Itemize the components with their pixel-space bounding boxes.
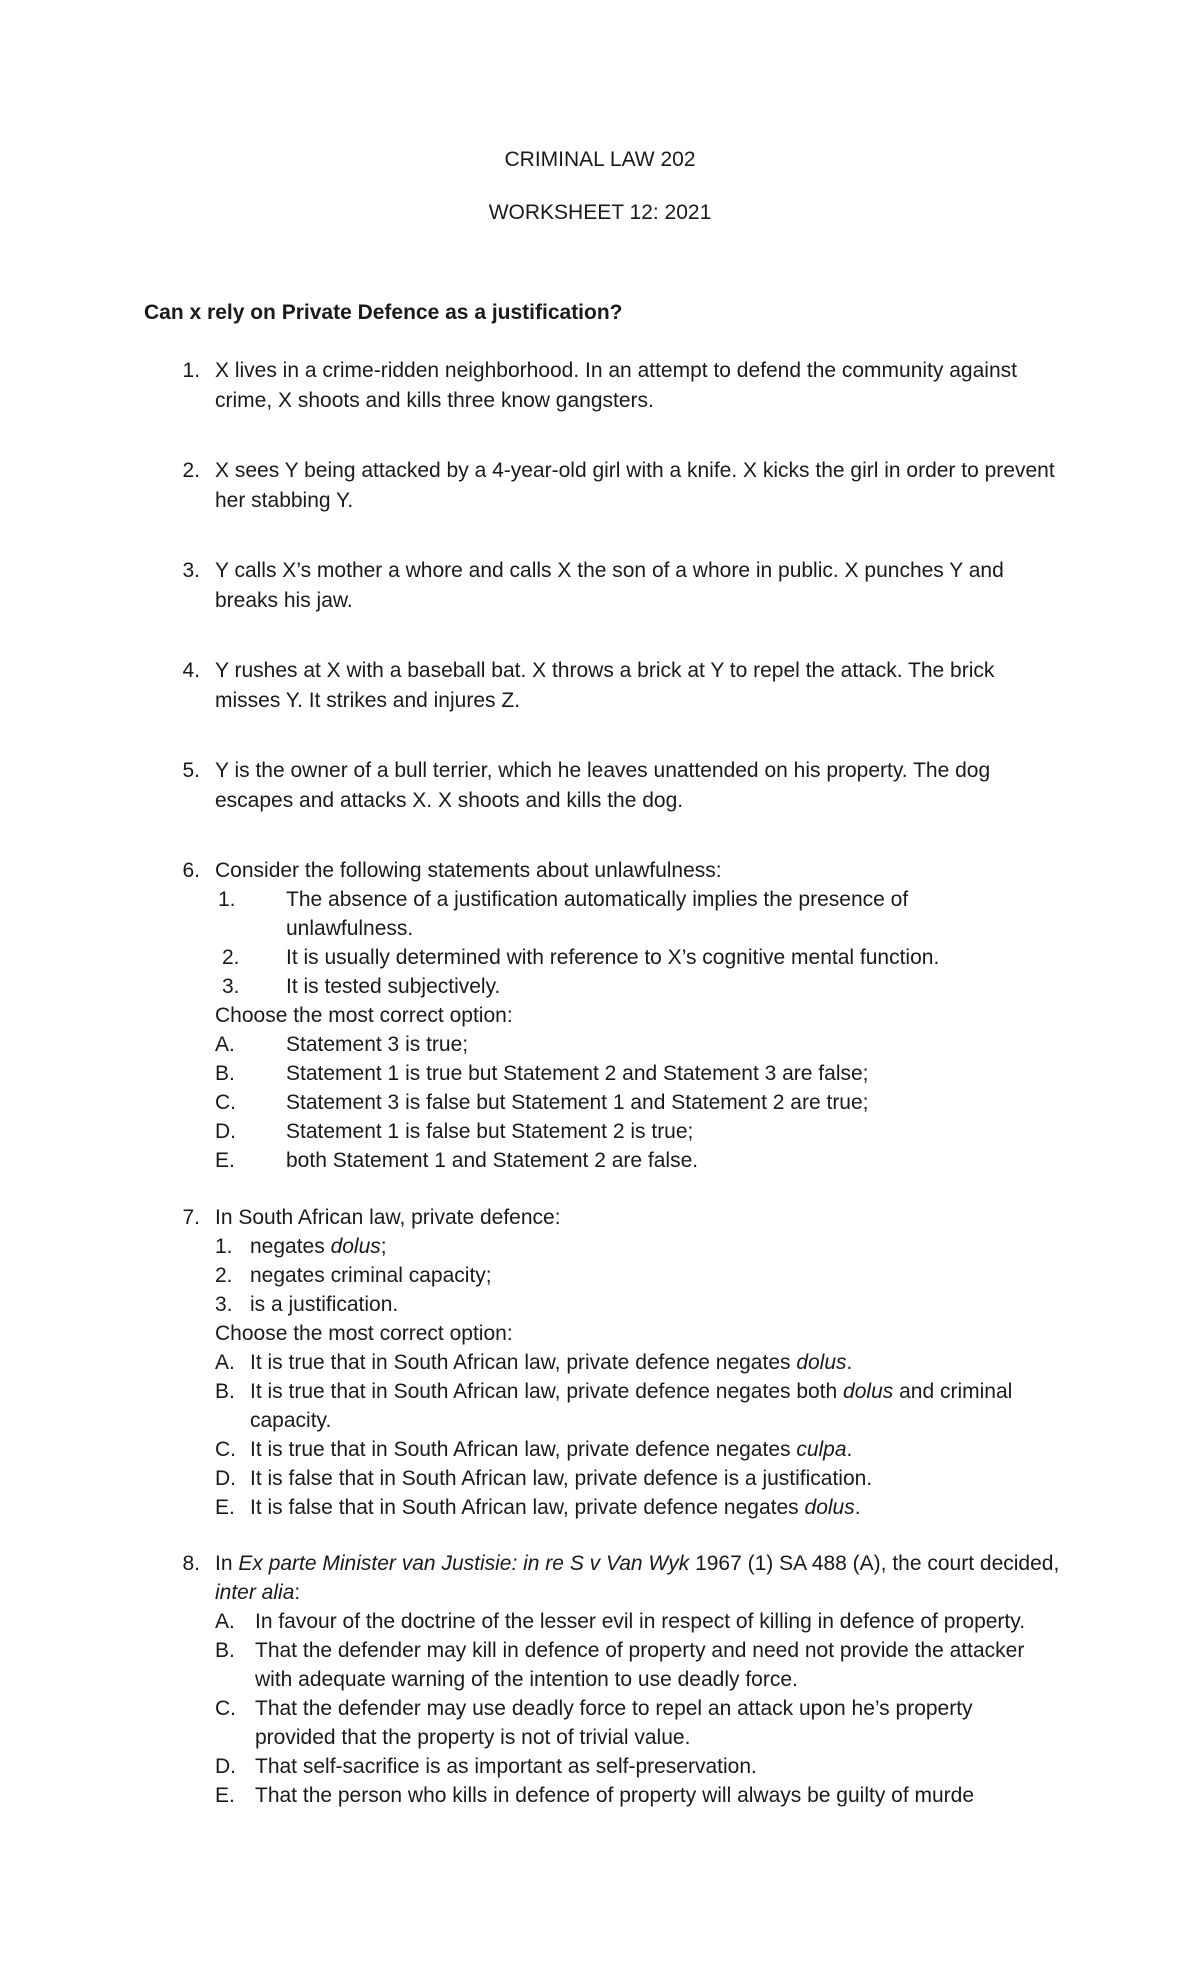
option-text: It is true that in South African law, private defence negates both dolus and criminal (250, 1380, 1013, 1403)
question-stem: In Ex parte Minister van Justisie: in re S v Van Wyk 1967 (1) SA 488 (A), the court decided, (215, 1552, 1060, 1575)
scenario-text: Y calls X’s mother a whore and calls X the son of a whore in public. X punches Y and breaks his jaw. (215, 559, 1004, 612)
option-text: Statement 1 is true but Statement 2 and Statement 3 are false; (286, 1062, 869, 1085)
worksheet-number-title: WORKSHEET 12: 2021 (488, 201, 712, 224)
option-label: D. (215, 1755, 236, 1778)
scenario-number: 3. (182, 559, 200, 582)
scenario-text: X sees Y being attacked by a 4-year-old girl with a knife. X kicks the girl in order to prevent her stabbing Y. (215, 459, 1055, 512)
option-label: C. (215, 1091, 236, 1114)
statement-text-continued: unlawfulness. (286, 917, 414, 940)
scenario-text: Y is the owner of a bull terrier, which he leaves unattended on his property. The dog escapes and attacks X. X shoots and kills the dog. (215, 759, 991, 812)
statement-text: negates dolus; (250, 1235, 387, 1258)
option-text-continued: provided that the property is not of trivial value. (255, 1726, 691, 1749)
scenario-text: X lives in a crime-ridden neighborhood. In an attempt to defend the community against crime, X shoots and kills three know gangsters. (215, 359, 1017, 412)
statement-label: 2. (222, 946, 240, 969)
option-label: A. (215, 1033, 235, 1056)
option-text: That the person who kills in defence of property will always be guilty of murde (255, 1784, 975, 1807)
option-label: E. (215, 1496, 235, 1519)
option-text: It is false that in South African law, private defence is a justification. (250, 1467, 873, 1490)
option-label: B. (215, 1062, 235, 1085)
option-text-continued: capacity. (250, 1409, 332, 1432)
option-prompt: Choose the most correct option: (215, 1004, 513, 1027)
statement-label: 1. (215, 1235, 233, 1258)
option-text: Statement 1 is false but Statement 2 is true; (286, 1120, 694, 1143)
option-label: C. (215, 1697, 236, 1720)
option-text-continued: with adequate warning of the intention to use deadly force. (255, 1668, 798, 1691)
option-text: both Statement 1 and Statement 2 are false. (286, 1149, 699, 1172)
question-stem-continued: inter alia: (215, 1581, 301, 1604)
option-label: A. (215, 1610, 235, 1633)
option-text: That self-sacrifice is as important as self-preservation. (255, 1755, 757, 1778)
option-label: C. (215, 1438, 236, 1461)
option-text: Statement 3 is false but Statement 1 and Statement 2 are true; (286, 1091, 869, 1114)
question-number: 6. (182, 859, 200, 882)
scenario-number: 2. (182, 459, 200, 482)
option-text: Statement 3 is true; (286, 1033, 469, 1056)
option-text: It is false that in South African law, private defence negates dolus. (250, 1496, 861, 1519)
question-number: 7. (182, 1206, 200, 1229)
scenario-number: 1. (182, 359, 200, 382)
statement-text: negates criminal capacity; (250, 1264, 492, 1287)
statement-label: 2. (215, 1264, 233, 1287)
option-prompt: Choose the most correct option: (215, 1322, 513, 1345)
option-text: It is true that in South African law, private defence negates dolus. (250, 1351, 853, 1374)
option-label: E. (215, 1784, 235, 1807)
statement-text: The absence of a justification automatically implies the presence of (286, 888, 909, 911)
statement-text: It is tested subjectively. (286, 975, 501, 998)
option-label: B. (215, 1380, 235, 1403)
statement-label: 1. (218, 888, 236, 911)
option-text: In favour of the doctrine of the lesser evil in respect of killing in defence of property. (255, 1610, 1026, 1633)
statement-label: 3. (222, 975, 240, 998)
worksheet-course-title: CRIMINAL LAW 202 (504, 148, 696, 171)
statement-text: It is usually determined with reference to X’s cognitive mental function. (286, 946, 940, 969)
statement-text: is a justification. (250, 1293, 399, 1316)
option-label: D. (215, 1467, 236, 1490)
option-label: D. (215, 1120, 236, 1143)
scenario-number: 4. (182, 659, 200, 682)
scenario-number: 5. (182, 759, 200, 782)
question-stem: In South African law, private defence: (215, 1206, 561, 1229)
option-text: That the defender may kill in defence of property and need not provide the attacker (255, 1639, 1025, 1662)
option-text: It is true that in South African law, private defence negates culpa. (250, 1438, 853, 1461)
option-label: A. (215, 1351, 235, 1374)
section-question: Can x rely on Private Defence as a justification? (144, 301, 623, 324)
question-stem: Consider the following statements about unlawfulness: (215, 859, 722, 882)
question-number: 8. (182, 1552, 200, 1575)
scenario-text: Y rushes at X with a baseball bat. X throws a brick at Y to repel the attack. The brick misses Y. It strikes and injures Z. (215, 659, 995, 712)
option-label: B. (215, 1639, 235, 1662)
option-text: That the defender may use deadly force to repel an attack upon he’s property (255, 1697, 973, 1720)
option-label: E. (215, 1149, 235, 1172)
statement-label: 3. (215, 1293, 233, 1316)
